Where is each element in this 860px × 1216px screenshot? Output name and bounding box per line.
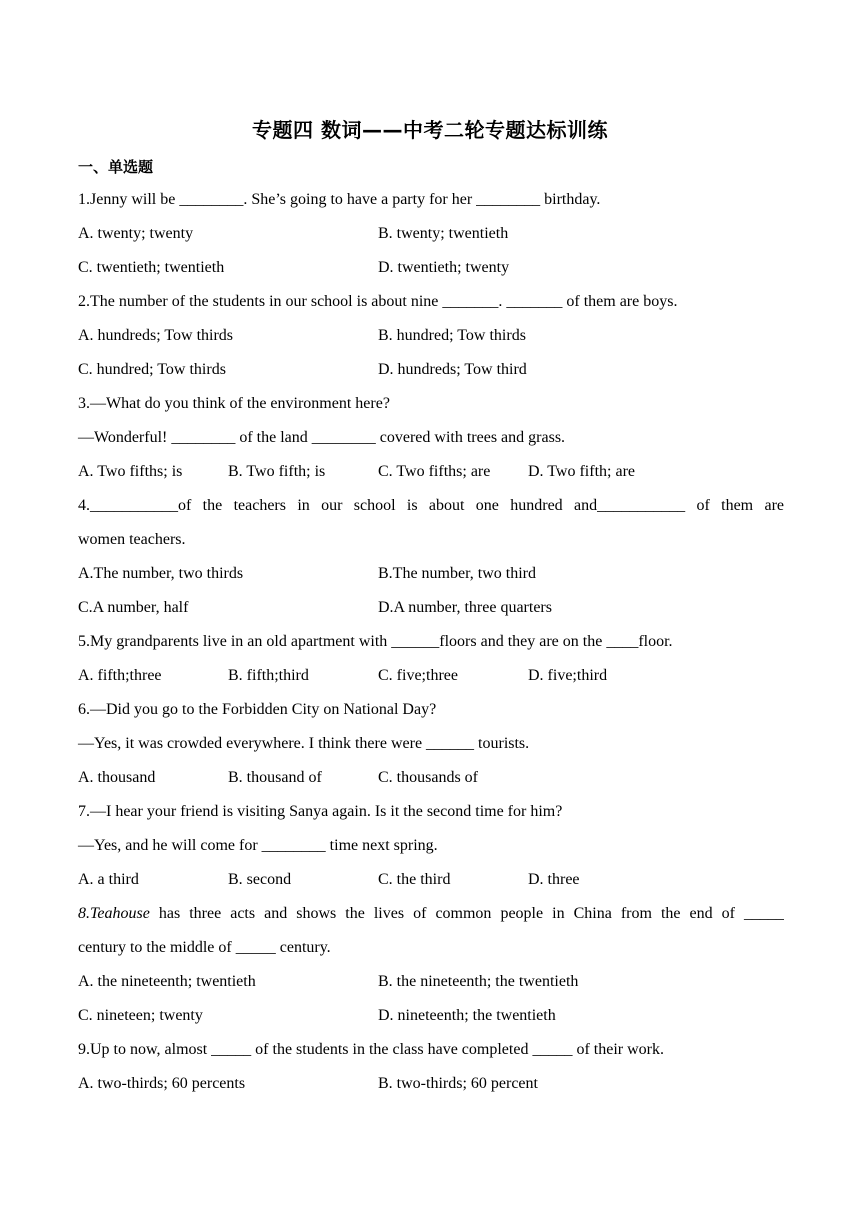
question-8-stem xyxy=(78,904,784,924)
question-8-book-title: Teahouse xyxy=(90,905,150,922)
question-5-option-c: C. five;three xyxy=(378,667,458,684)
question-3-stem-reply: —Wonderful! ________ of the land ________ covered with trees and grass. xyxy=(78,429,566,446)
question-9-option-b: B. two-thirds; 60 percent xyxy=(378,1075,538,1092)
question-7-stem: 7.—I hear your friend is visiting Sanya again. Is it the second time for him? xyxy=(78,803,563,820)
question-3-option-c: C. Two fifths; are xyxy=(378,463,491,480)
question-6-stem: 6.—Did you go to the Forbidden City on National Day? xyxy=(78,701,437,718)
question-2-stem: 2.The number of the students in our school is about nine _______. _______ of them are boys. xyxy=(78,293,678,310)
question-8-number: 8. xyxy=(78,905,90,922)
question-6-option-a: A. thousand xyxy=(78,769,156,786)
question-8-stem-continued: century to the middle of _____ century. xyxy=(78,939,331,956)
page-title: 专题四 数词——中考二轮专题达标训练 xyxy=(252,118,608,142)
question-7-option-c: C. the third xyxy=(378,871,451,888)
question-5-option-d: D. five;third xyxy=(528,667,608,684)
question-6-stem-reply: —Yes, it was crowded everywhere. I think there were ______ tourists. xyxy=(78,735,530,752)
question-8-option-d: D. nineteenth; the twentieth xyxy=(378,1007,556,1024)
question-4-option-b: B.The number, two third xyxy=(378,565,536,582)
question-4-option-c: C.A number, half xyxy=(78,599,189,616)
question-1-option-d: D. twentieth; twenty xyxy=(378,259,510,276)
question-2-option-b: B. hundred; Tow thirds xyxy=(378,327,526,344)
question-4-option-d: D.A number, three quarters xyxy=(378,599,552,616)
question-5-option-b: B. fifth;third xyxy=(228,667,309,684)
question-5-option-a: A. fifth;three xyxy=(78,667,162,684)
question-4-option-a: A.The number, two thirds xyxy=(78,565,244,582)
question-8-stem-text: has three acts and shows the lives of common people in China from the end of _____ xyxy=(149,905,784,922)
question-2-option-d: D. hundreds; Tow third xyxy=(378,361,527,378)
question-7-stem-reply: —Yes, and he will come for ________ time next spring. xyxy=(78,837,438,854)
question-7-option-d: D. three xyxy=(528,871,580,888)
question-2-option-c: C. hundred; Tow thirds xyxy=(78,361,226,378)
question-7-option-a: A. a third xyxy=(78,871,139,888)
question-9-stem: 9.Up to now, almost _____ of the students in the class have completed _____ of their work. xyxy=(78,1041,664,1058)
question-6-option-c: C. thousands of xyxy=(378,769,478,786)
question-3-option-d: D. Two fifth; are xyxy=(528,463,635,480)
question-1-option-a: A. twenty; twenty xyxy=(78,225,194,242)
question-8-option-a: A. the nineteenth; twentieth xyxy=(78,973,256,990)
question-1-stem: 1.Jenny will be ________. She’s going to have a party for her ________ birthday. xyxy=(78,191,601,208)
section-heading: 一、单选题 xyxy=(78,158,154,176)
question-3-option-a: A. Two fifths; is xyxy=(78,463,183,480)
question-5-stem: 5.My grandparents live in an old apartment with ______floors and they are on the ____floor. xyxy=(78,633,673,650)
question-3-option-b: B. Two fifth; is xyxy=(228,463,326,480)
question-1-option-b: B. twenty; twentieth xyxy=(378,225,509,242)
question-2-option-a: A. hundreds; Tow thirds xyxy=(78,327,234,344)
question-8-option-c: C. nineteen; twenty xyxy=(78,1007,203,1024)
question-8-option-b: B. the nineteenth; the twentieth xyxy=(378,973,579,990)
question-9-option-a: A. two-thirds; 60 percents xyxy=(78,1075,246,1092)
question-1-option-c: C. twentieth; twentieth xyxy=(78,259,225,276)
question-3-stem: 3.—What do you think of the environment here? xyxy=(78,395,390,412)
question-4-stem-continued: women teachers. xyxy=(78,531,186,548)
question-4-stem: 4.___________of the teachers in our school is about one hundred and___________ of them are xyxy=(78,497,784,514)
question-6-option-b: B. thousand of xyxy=(228,769,322,786)
question-7-option-b: B. second xyxy=(228,871,292,888)
